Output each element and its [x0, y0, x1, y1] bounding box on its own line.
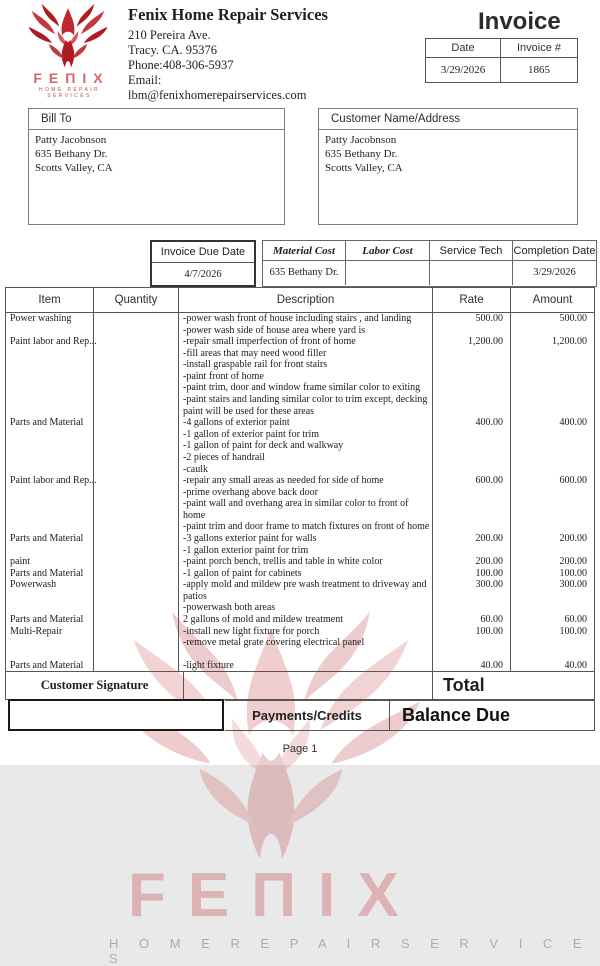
company-info — [128, 5, 398, 103]
line-rate-cell — [433, 637, 511, 649]
line-description-cell: -paint trim and door frame to match fixtures on front of home — [179, 521, 433, 533]
line-amount-cell: 200.00 — [559, 532, 587, 544]
table-line — [6, 591, 594, 603]
line-amount-cell: 200.00 — [559, 556, 587, 568]
line-rate-cell — [433, 649, 511, 661]
invoice-due-date-label: Invoice Due Date — [152, 242, 254, 263]
items-table-body — [6, 313, 594, 672]
line-rate-cell — [433, 498, 511, 510]
invoice-title: Invoice — [478, 8, 561, 35]
company-email: lbm@fenixhomerepairservices.com — [128, 88, 307, 102]
table-line — [6, 533, 594, 545]
line-amount-cell — [511, 649, 594, 661]
line-item-cell — [6, 429, 94, 441]
customer-box — [318, 108, 578, 225]
line-rate-cell: 100.00 — [433, 568, 511, 580]
line-item-cell — [6, 591, 94, 603]
customer-line: 635 Bethany Dr. — [325, 148, 398, 160]
table-line — [6, 348, 594, 360]
line-description-cell: home — [179, 510, 433, 522]
line-quantity-cell — [94, 568, 179, 580]
line-rate-cell — [433, 382, 511, 394]
invoice-due-date-box — [150, 240, 256, 287]
line-description-cell: paint will be used for these areas — [179, 406, 433, 418]
line-item-cell: Power washing — [6, 313, 94, 325]
company-name: Fenix Home Repair Services — [128, 5, 328, 24]
line-item-cell: Paint labor and Rep... — [6, 336, 94, 348]
line-quantity-cell — [94, 417, 179, 429]
line-item-cell: Parts and Material — [6, 533, 94, 545]
line-quantity-cell — [94, 626, 179, 638]
line-amount-cell — [511, 487, 594, 499]
table-line — [6, 371, 594, 383]
line-description-cell: -install new light fixture for porch — [179, 626, 433, 638]
table-line — [6, 382, 594, 394]
line-amount-cell — [511, 348, 594, 360]
line-amount-cell — [511, 521, 594, 533]
line-amount-cell: 40.00 — [564, 660, 587, 672]
balance-due-label: Balance Due — [390, 700, 595, 731]
line-rate-cell: 300.00 — [433, 579, 511, 591]
phoenix-icon — [16, 2, 120, 72]
line-quantity-cell — [94, 429, 179, 441]
line-description-cell: -prime overhang above back door — [179, 487, 433, 499]
line-quantity-cell — [94, 498, 179, 510]
signature-total-row — [5, 672, 595, 700]
line-description-cell: -paint wall and overhang area in similar color to front of — [179, 498, 433, 510]
line-quantity-cell — [94, 521, 179, 533]
line-amount-cell: 600.00 — [559, 475, 587, 487]
company-phone: Phone:408-306-5937 — [128, 58, 234, 72]
line-rate-cell — [433, 440, 511, 452]
material-cost-value: 635 Bethany Dr. — [263, 261, 346, 285]
line-quantity-cell — [94, 452, 179, 464]
col-rate-label: Rate — [433, 288, 511, 312]
col-amount-label: Amount — [532, 294, 573, 306]
line-amount-cell — [511, 545, 594, 557]
line-quantity-cell — [94, 464, 179, 476]
line-item-cell — [6, 602, 94, 614]
line-quantity-cell — [94, 475, 179, 487]
table-line — [6, 406, 594, 418]
col-quantity-label: Quantity — [94, 288, 179, 312]
line-quantity-cell — [94, 487, 179, 499]
line-quantity-cell — [94, 637, 179, 649]
table-line — [6, 602, 594, 614]
line-quantity-cell — [94, 440, 179, 452]
bill-to-line: Patty Jacobnson — [35, 134, 107, 146]
line-rate-cell: 60.00 — [433, 614, 511, 626]
line-quantity-cell — [94, 510, 179, 522]
line-item-cell: Powerwash — [6, 579, 94, 591]
customer-signature-field[interactable] — [8, 699, 224, 731]
line-description-cell: -paint porch bench, trellis and table in white color — [179, 556, 433, 568]
line-quantity-cell — [94, 602, 179, 614]
line-quantity-cell — [94, 325, 179, 337]
line-description-cell: -paint front of home — [179, 371, 433, 383]
invoice-due-date-value: 4/7/2026 — [184, 269, 222, 280]
line-description-cell: -fill areas that may need wood filler — [179, 348, 433, 360]
table-line — [6, 464, 594, 476]
table-line — [6, 614, 594, 626]
line-amount-cell: 500.00 — [559, 313, 587, 324]
line-rate-cell: 200.00 — [433, 556, 511, 568]
bill-to-box — [28, 108, 285, 225]
line-item-cell — [6, 649, 94, 661]
line-quantity-cell — [94, 313, 179, 325]
line-rate-cell — [433, 359, 511, 371]
line-rate-cell — [433, 510, 511, 522]
line-rate-cell — [433, 521, 511, 533]
line-amount-cell — [511, 591, 594, 603]
table-line — [6, 498, 594, 510]
line-rate-cell — [433, 406, 511, 418]
table-line — [6, 487, 594, 499]
line-quantity-cell — [94, 533, 179, 545]
line-item-cell: paint — [6, 556, 94, 568]
line-description-cell: -3 gallons exterior paint for walls — [179, 533, 433, 545]
table-line — [6, 313, 594, 325]
line-item-cell: Parts and Material — [6, 417, 94, 429]
line-description-cell: -1 gallon of paint for cabinets — [179, 568, 433, 580]
table-line — [6, 556, 594, 568]
line-item-cell: Paint labor and Rep... — [6, 475, 94, 487]
line-rate-cell: 200.00 — [433, 533, 511, 545]
table-line — [6, 440, 594, 452]
line-amount-cell — [511, 406, 594, 418]
table-line — [6, 545, 594, 557]
line-description-cell: -2 pieces of handrail — [179, 452, 433, 464]
line-rate-cell — [433, 452, 511, 464]
line-rate-cell — [433, 348, 511, 360]
company-address1: 210 Pereira Ave. — [128, 28, 211, 42]
invoice-date-value: 3/29/2026 — [426, 58, 501, 82]
table-line — [6, 394, 594, 406]
bill-to-label: Bill To — [29, 109, 284, 130]
line-quantity-cell — [94, 359, 179, 371]
line-item-cell: Multi-Repair — [6, 626, 94, 638]
line-item-cell — [6, 510, 94, 522]
line-rate-cell: 1,200.00 — [433, 336, 511, 348]
line-amount-cell: 100.00 — [559, 567, 587, 579]
bill-to-line: Scotts Valley, CA — [35, 162, 113, 174]
line-description-cell: -power wash front of house including stairs , and landing — [179, 313, 433, 325]
line-amount-cell — [511, 429, 594, 441]
bill-to-line: 635 Bethany Dr. — [35, 148, 108, 160]
watermark-tagline: H O M E R E P A I R S E R V I C E S — [109, 936, 591, 966]
line-amount-cell — [511, 602, 594, 614]
service-tech-value — [430, 261, 513, 285]
customer-label: Customer Name/Address — [319, 109, 577, 130]
company-email-label: Email: — [128, 73, 162, 87]
line-item-cell — [6, 464, 94, 476]
line-quantity-cell — [94, 348, 179, 360]
line-item-cell — [6, 406, 94, 418]
table-line — [6, 637, 594, 649]
line-item-cell — [6, 371, 94, 383]
completion-date-value: 3/29/2026 — [533, 267, 576, 278]
service-tech-label: Service Tech — [430, 241, 513, 261]
line-description-cell: patios — [179, 591, 433, 603]
table-line — [6, 359, 594, 371]
line-quantity-cell — [94, 649, 179, 661]
line-quantity-cell — [94, 660, 179, 672]
table-line — [6, 660, 594, 672]
invoice-date-label: Date — [426, 39, 501, 58]
line-item-cell — [6, 325, 94, 337]
line-quantity-cell — [94, 556, 179, 568]
line-quantity-cell — [94, 406, 179, 418]
line-item-cell — [6, 545, 94, 557]
line-rate-cell — [433, 591, 511, 603]
customer-line: Scotts Valley, CA — [325, 162, 403, 174]
line-description-cell: -powerwash both areas — [179, 602, 433, 614]
line-amount-cell — [511, 637, 594, 649]
line-description-cell: -repair small imperfection of front of home — [179, 336, 433, 348]
line-quantity-cell — [94, 371, 179, 383]
line-amount-cell — [511, 452, 594, 464]
table-line — [6, 626, 594, 638]
line-item-cell — [6, 452, 94, 464]
material-cost-label: Material Cost — [263, 241, 346, 261]
line-amount-cell: 400.00 — [559, 417, 587, 429]
line-rate-cell: 40.00 — [433, 660, 511, 672]
line-description-cell: -paint stairs and landing similar color to trim except, decking — [179, 394, 433, 406]
line-rate-cell: 500.00 — [433, 313, 511, 325]
line-description-cell: -4 gallons of exterior paint — [179, 417, 433, 429]
line-rate-cell: 100.00 — [433, 626, 511, 638]
line-amount-cell: 1,200.00 — [552, 336, 587, 348]
line-rate-cell — [433, 487, 511, 499]
line-description-cell: -repair any small areas as needed for side of home — [179, 475, 433, 487]
watermark-wordmark: FEΠIX — [128, 861, 421, 930]
invoice-number-value: 1865 — [528, 64, 550, 76]
line-amount-cell — [511, 382, 594, 394]
line-item-cell: Parts and Material — [6, 568, 94, 580]
line-description-cell: -apply mold and mildew pre wash treatment to driveway and — [179, 579, 433, 591]
table-line — [6, 649, 594, 661]
line-item-cell: Parts and Material — [6, 660, 94, 672]
table-line — [6, 452, 594, 464]
table-line — [6, 325, 594, 337]
line-amount-cell: 60.00 — [564, 614, 587, 626]
line-item-cell — [6, 637, 94, 649]
signature-spacer — [184, 672, 433, 699]
labor-cost-label: Labor Cost — [346, 241, 430, 261]
line-amount-cell: 300.00 — [559, 579, 587, 591]
customer-line: Patty Jacobnson — [325, 134, 397, 146]
line-rate-cell — [433, 394, 511, 406]
line-rate-cell — [433, 464, 511, 476]
line-amount-cell — [511, 359, 594, 371]
total-label: Total — [443, 675, 485, 695]
page-number: Page 1 — [282, 743, 318, 755]
line-amount-cell — [511, 498, 594, 510]
line-item-cell — [6, 348, 94, 360]
line-rate-cell — [433, 602, 511, 614]
line-quantity-cell — [94, 614, 179, 626]
line-item-cell — [6, 359, 94, 371]
line-description-cell: -1 gallon of paint for deck and walkway — [179, 440, 433, 452]
line-rate-cell — [433, 545, 511, 557]
line-item-cell — [6, 382, 94, 394]
line-quantity-cell — [94, 394, 179, 406]
invoice-meta-table — [425, 38, 578, 83]
line-item-cell — [6, 440, 94, 452]
line-description-cell: 2 gallons of mold and mildew treatment — [179, 614, 433, 626]
job-details-table — [262, 240, 597, 287]
labor-cost-value — [346, 261, 430, 285]
customer-signature-label: Customer Signature — [6, 672, 184, 699]
logo-tagline: HOME REPAIR SERVICES — [38, 87, 101, 99]
line-description-cell: -paint trim, door and window frame similar color to exiting — [179, 382, 433, 394]
line-amount-cell: 100.00 — [559, 625, 587, 637]
col-item-label: Item — [6, 288, 94, 312]
line-item-cell — [6, 487, 94, 499]
line-description-cell: -remove metal grate covering electrical panel — [179, 637, 433, 649]
table-line — [6, 475, 594, 487]
payments-credits-label: Payments/Credits — [225, 700, 390, 731]
items-table-header — [6, 288, 594, 313]
line-description-cell: -1 gallon exterior paint for trim — [179, 545, 433, 557]
line-rate-cell — [433, 429, 511, 441]
line-description-cell: -power wash side of house area where yard is — [179, 325, 433, 337]
line-quantity-cell — [94, 336, 179, 348]
table-line — [6, 510, 594, 522]
invoice-number-label: Invoice # — [501, 39, 577, 58]
line-amount-cell — [511, 325, 594, 337]
line-quantity-cell — [94, 591, 179, 603]
line-quantity-cell — [94, 545, 179, 557]
line-item-cell — [6, 498, 94, 510]
table-line — [6, 521, 594, 533]
line-description-cell: -install graspable rail for front stairs — [179, 359, 433, 371]
line-quantity-cell — [94, 579, 179, 591]
line-description-cell: -light fixture — [179, 660, 433, 672]
line-rate-cell — [433, 325, 511, 337]
completion-date-label: Completion Date — [513, 241, 596, 261]
table-line — [6, 336, 594, 348]
company-address2: Tracy. CA. 95376 — [128, 43, 218, 57]
line-rate-cell: 600.00 — [433, 475, 511, 487]
company-logo — [12, 2, 124, 99]
line-rate-cell — [433, 371, 511, 383]
line-item-cell: Parts and Material — [6, 614, 94, 626]
table-line — [6, 568, 594, 580]
line-amount-cell — [511, 440, 594, 452]
line-rate-cell: 400.00 — [433, 417, 511, 429]
line-amount-cell — [511, 394, 594, 406]
logo-wordmark: FEΠIX — [33, 70, 110, 86]
line-amount-cell — [511, 371, 594, 383]
line-item-cell — [6, 394, 94, 406]
table-line — [6, 429, 594, 441]
table-line — [6, 417, 594, 429]
line-description-cell: -caulk — [179, 464, 433, 476]
col-description-label: Description — [179, 288, 433, 312]
line-item-cell — [6, 521, 94, 533]
line-amount-cell — [511, 464, 594, 476]
table-line — [6, 579, 594, 591]
line-amount-cell — [511, 510, 594, 522]
line-description-cell — [179, 649, 433, 661]
line-quantity-cell — [94, 382, 179, 394]
line-description-cell: -1 gallon of exterior paint for trim — [179, 429, 433, 441]
